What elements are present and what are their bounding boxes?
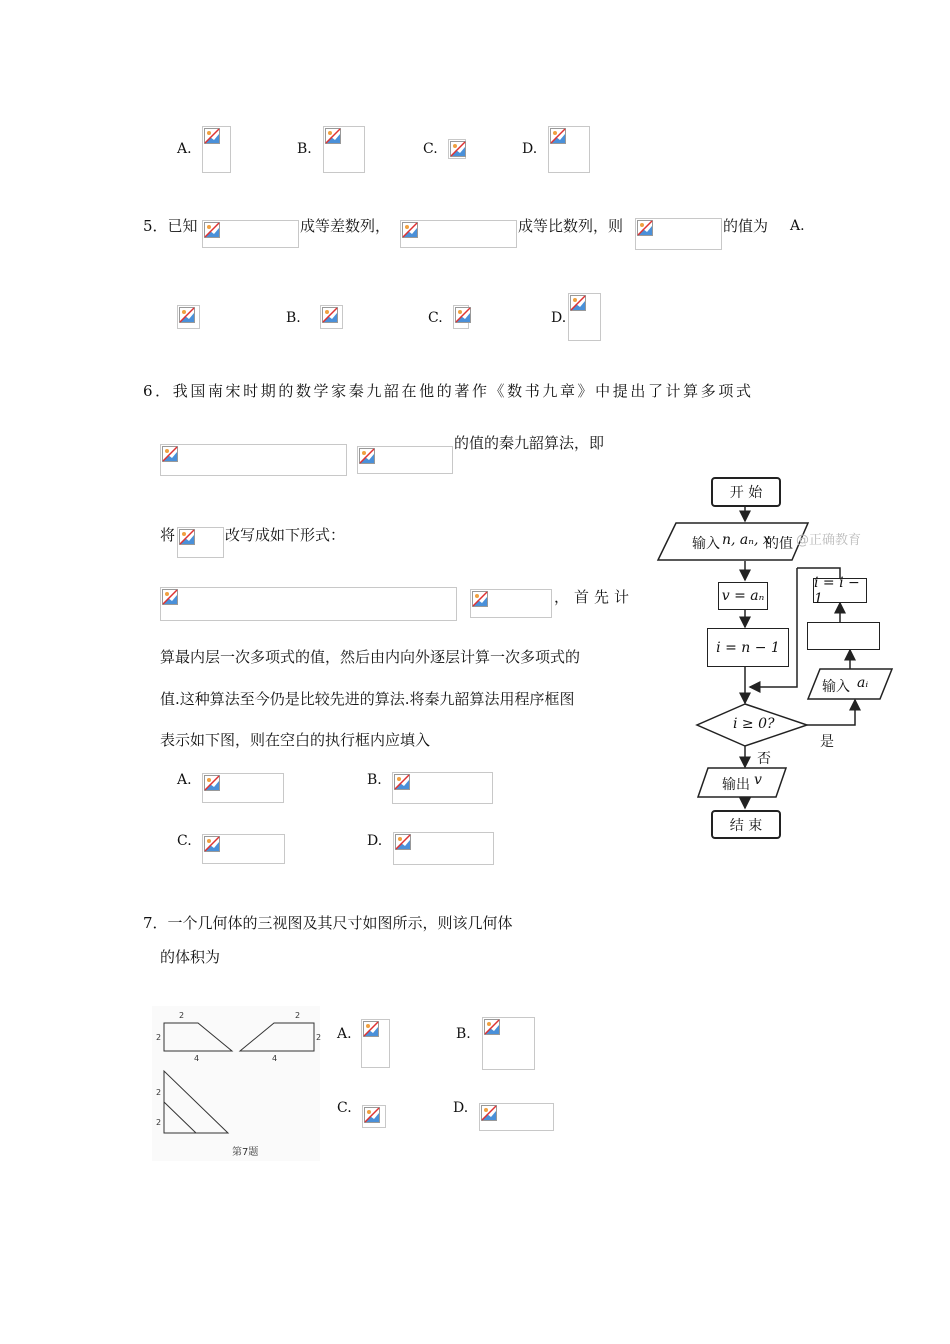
flowchart-no-label: 否 (757, 751, 771, 767)
flowchart-output-label: 输出 (722, 777, 750, 793)
q4-option-c-label: C. (423, 141, 438, 157)
q6-option-a-label: A. (177, 772, 192, 788)
flowchart-yes-label: 是 (820, 734, 834, 750)
q5-option-b-label: B. (286, 310, 301, 326)
q7-line-1: 7．一个几何体的三视图及其尺寸如图所示，则该几何体 (143, 914, 513, 932)
q6-line-2: 的值的秦九韶算法，即 (454, 434, 605, 452)
q5-number: 5．已知 (143, 217, 198, 235)
q7-option-a-label: A. (337, 1026, 352, 1042)
flowchart-input-tail: 的值 (765, 536, 793, 552)
q5-text-1: 成等差数列， (300, 217, 391, 235)
q6-line-4: ，首先计 (554, 588, 635, 606)
dim-top-2: 2 (295, 1011, 301, 1020)
broken-image-icon (484, 1019, 500, 1035)
q7-option-d-image (479, 1103, 554, 1131)
flowchart-condition: i ≥ 0? (733, 716, 775, 732)
flowchart-input-vars: n, aₙ, x (722, 532, 771, 548)
q6-line-1: 6．我国南宋时期的数学家秦九韶在他的著作《数书九章》中提出了计算多项式 (143, 382, 754, 400)
flowchart-input-label: 输入 (692, 536, 720, 552)
three-view-figure (152, 1006, 320, 1161)
flowchart-blank-box (807, 622, 880, 650)
q7-option-b-image (482, 1017, 535, 1070)
flowchart-input-ai-label: 输入 (822, 679, 850, 695)
q4-option-b-label: B. (297, 141, 312, 157)
dim-bottom-1: 4 (194, 1054, 200, 1063)
q7-option-d-label: D. (453, 1100, 469, 1116)
flowchart-i-assign: i = n − 1 (707, 628, 789, 667)
q6-line-6: 值.这种算法至今仍是比较先进的算法.将秦九韶算法用程序框图 (160, 690, 575, 708)
q4-option-a-label: A. (177, 141, 192, 157)
q4-option-d-label: D. (522, 141, 538, 157)
q6-option-c-label: C. (177, 833, 192, 849)
flowchart-ai: aᵢ (857, 675, 869, 691)
flowchart-watermark: @正确教育 (796, 533, 862, 548)
dim-bottom-2: 4 (272, 1054, 278, 1063)
q6-option-b-label: B. (367, 772, 382, 788)
broken-image-icon (481, 1105, 497, 1121)
flowchart-start: 开 始 (711, 477, 781, 507)
q5-option-a-label: A. (790, 218, 805, 234)
dim-top-1: 2 (179, 1011, 185, 1020)
q6-line-3b: 改写成如下形式： (225, 526, 346, 544)
q7-option-c-label: C. (337, 1100, 352, 1116)
q7-option-a-image (361, 1019, 390, 1068)
q5-text-3: 的值为 (723, 217, 769, 235)
flowchart-end: 结 束 (711, 810, 781, 839)
flowchart-v-assign: v = aₙ (718, 582, 768, 610)
flowchart-i-decrement: i = i − 1 (813, 578, 867, 603)
q6-line-5: 算最内层一次多项式的值，然后由内向外逐层计算一次多项式的 (160, 648, 581, 666)
dim-side-3a: 2 (156, 1088, 162, 1097)
q6-line-7: 表示如下图，则在空白的执行框内应填入 (160, 731, 431, 749)
broken-image-icon (364, 1107, 380, 1123)
q5-option-c-label: C. (428, 310, 443, 326)
dim-side-3b: 2 (156, 1118, 162, 1127)
dim-side-1: 2 (156, 1033, 162, 1042)
q6-line-3a: 将 (160, 526, 176, 544)
q7-option-c-image (362, 1105, 386, 1128)
q5-text-2: 成等比数列，则 (518, 217, 624, 235)
q7-line-2: 的体积为 (160, 948, 221, 966)
q6-option-d-label: D. (367, 833, 383, 849)
three-view-drawing (152, 1006, 320, 1161)
flowchart-output-var: v (754, 772, 762, 788)
q5-option-d-label: D. (551, 310, 567, 326)
q7-option-b-label: B. (456, 1026, 471, 1042)
dim-side-2: 2 (316, 1033, 322, 1042)
figure-caption: 第7题 (232, 1147, 259, 1158)
broken-image-icon (363, 1021, 379, 1037)
